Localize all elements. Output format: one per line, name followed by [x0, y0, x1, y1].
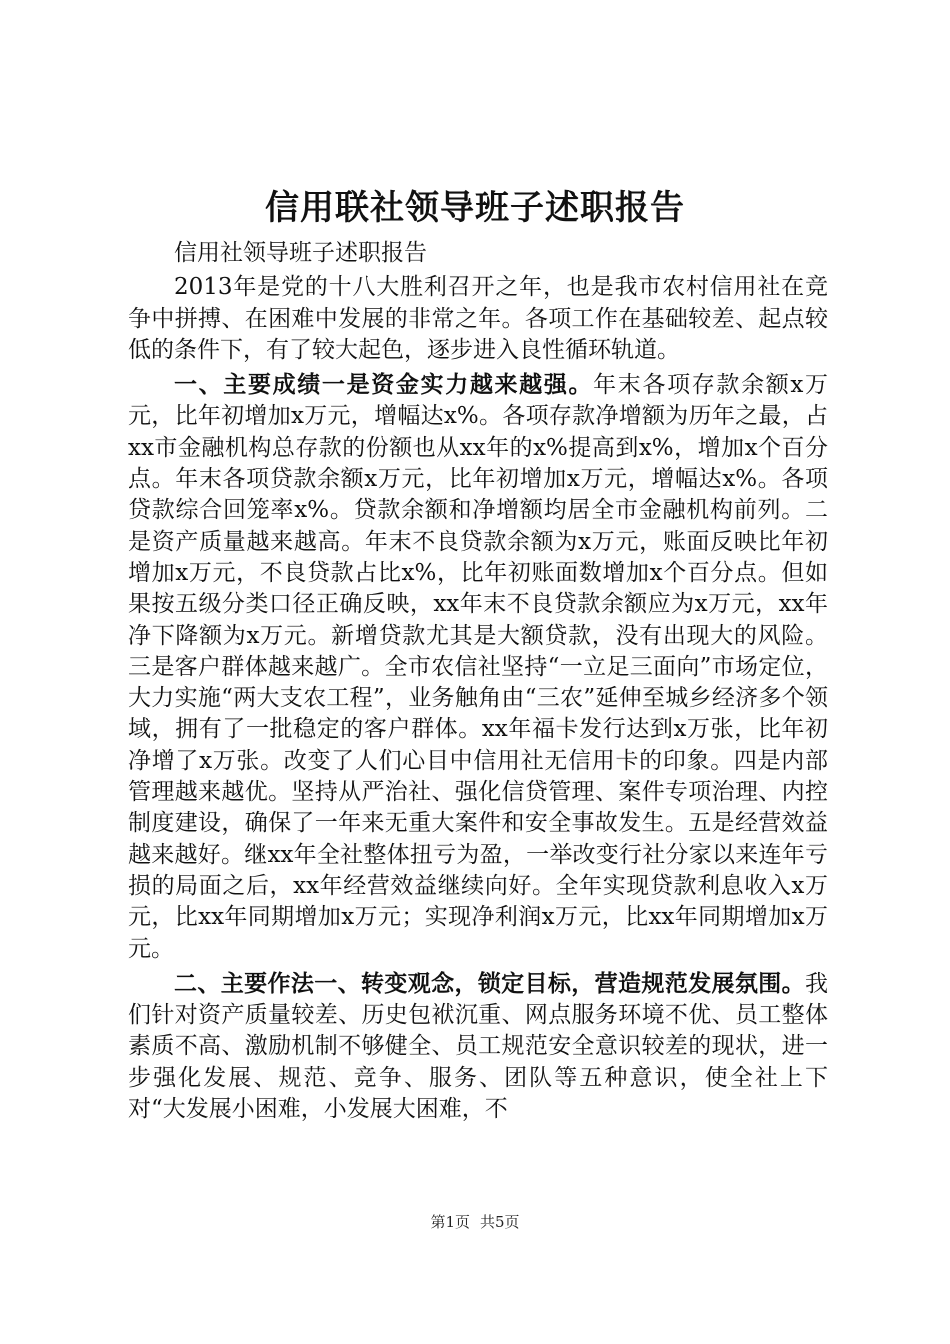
subtitle-paragraph: 信用社领导班子述职报告 [174, 240, 427, 266]
document-body [128, 238, 828, 1128]
intro-paragraph: 2013年是党的十八大胜利召开之年，也是我市农村信用社在竞争中拼搏、在困难中发展的非常之年。各项工作在基础较差、起点较低的条件下，有了较大起色，逐步进入良性循环轨道。 [128, 274, 828, 363]
section-2-paragraph [128, 968, 828, 1125]
page-footer [0, 1212, 950, 1232]
section-1-text: 年末各项存款余额x万元，比年初增加x万元，增幅达x%。各项存款净增额为历年之最，占xx市金融机构总存款的份额也从xx年的x%提高到x%，增加x个百分点。年末各项贷款余额x万元，比年初增加x万元，增幅达x%。各项贷款综合回笼率x%。贷款余额和净增额均居全市金融机构前列。二是资产质量越来越高。年末不良贷款余额为x万元，账面反映比年初增加x万元，不良贷款占比x%，比年初账面数增加x个百分点。但如果按五级分类口径正确反映，xx年末不良贷款余额应为x万元，xx年净下降额为x万元。新增贷款尤其是大额贷款，没有出现大的风险。三是客户群体越来越广。全市农信社坚持“一立足三面向”市场定位，大力实施“两大支农工程”，业务触角由“三农”延伸至城乡经济多个领域，拥有了一批稳定的客户群体。xx年福卡发行达到x万张，比年初净增了x万张。改变了人们心目中信用社无信用卡的印象。四是内部管理越来越优。坚持从严治社、强化信贷管理、案件专项治理、内控制度建设，确保了一年来无重大案件和安全事故发生。五是经营效益越来越好。继xx年全社整体扭亏为盈，一举改变行社分家以来连年亏损的局面之后，xx年经营效益继续向好。全年实现贷款利息收入x万元，比xx年同期增加x万元；实现净利润x万元，比xx年同期增加x万元。 [128, 372, 829, 962]
section-1-heading: 一、主要成绩一是资金实力越来越强。 [174, 371, 594, 399]
section-2-heading: 二、主要作法一、转变观念，锁定目标，营造规范发展氛围。 [174, 969, 805, 997]
section-2-text: 我们针对资产质量较差、历史包袱沉重、网点服务环境不优、员工整体素质不高、激励机制不够健全、员工规范安全意识较差的现状，进一步强化发展、规范、竞争、服务、团队等五种意识，使全社上下对“大发展小困难，小发展大困难，不 [128, 970, 828, 1123]
page-number: 第1页 [430, 1213, 470, 1231]
section-1-paragraph [128, 369, 828, 965]
document-title: 信用联社领导班子述职报告 [265, 188, 685, 228]
page-total: 共5页 [480, 1213, 520, 1231]
